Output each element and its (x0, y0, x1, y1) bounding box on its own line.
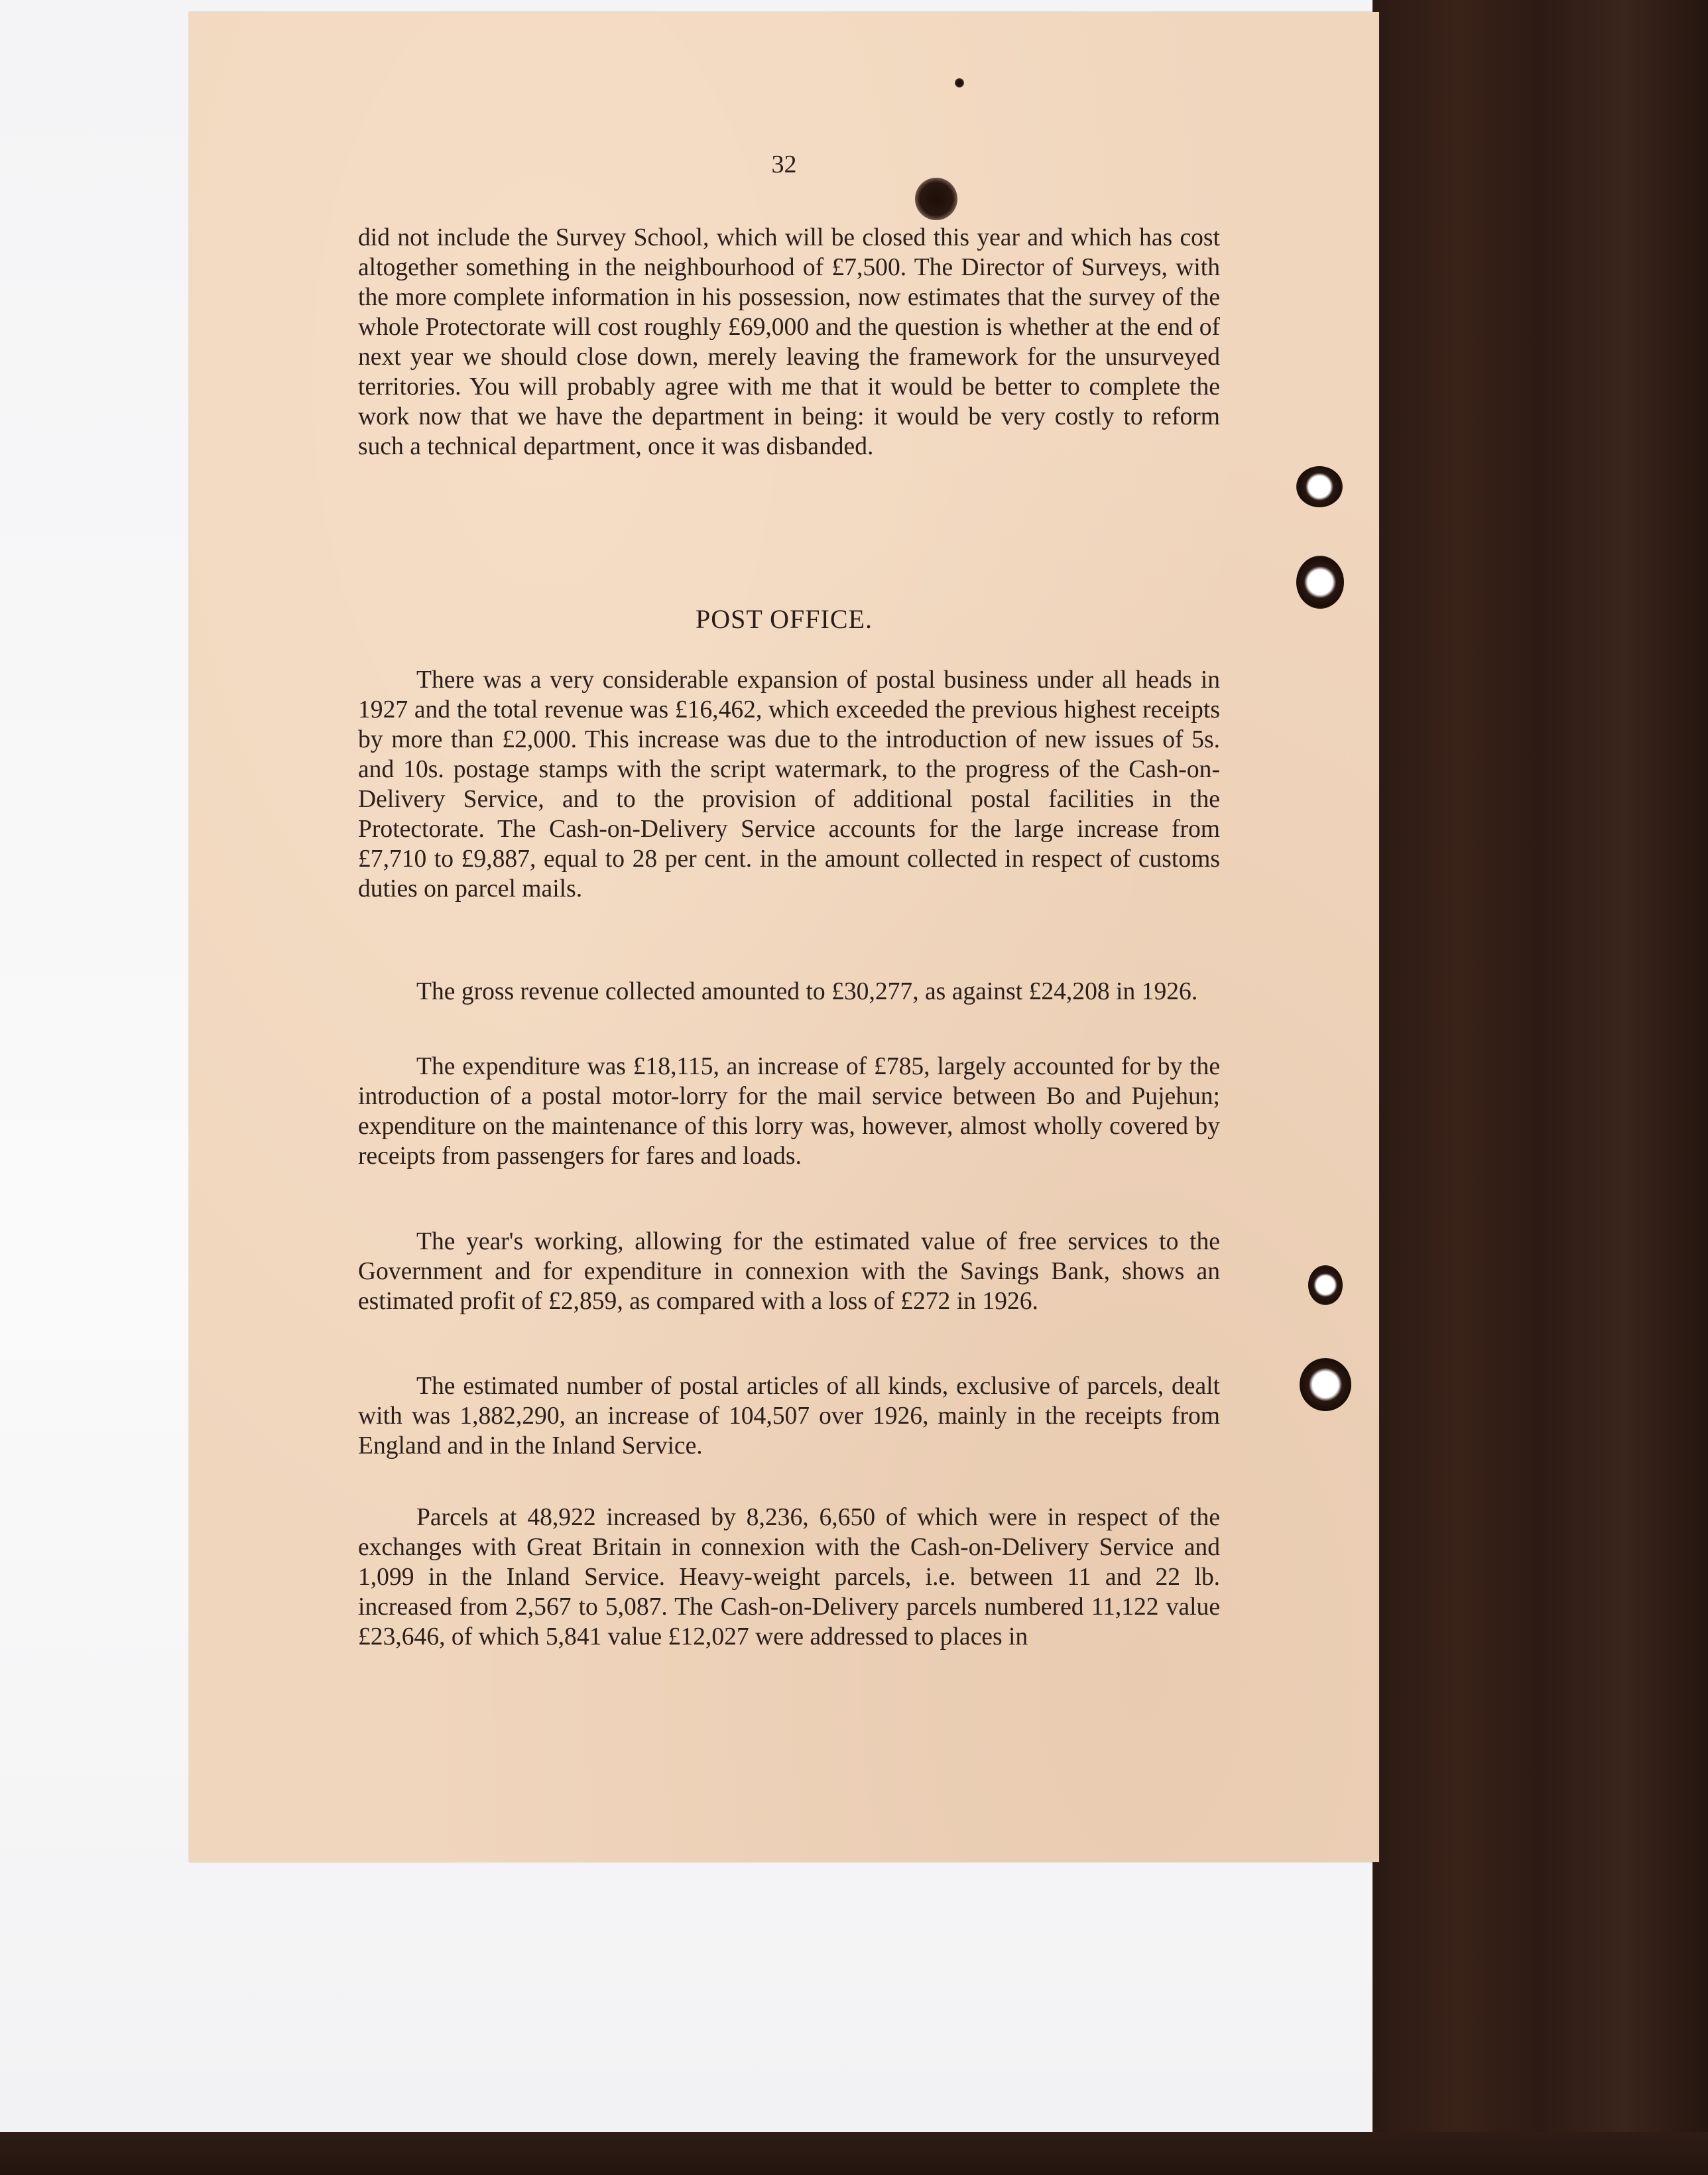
opening-paragraph-block (358, 223, 1220, 462)
post-office-paragraph-6-block (358, 1503, 1220, 1652)
post-office-paragraph-1-block (358, 665, 1220, 904)
post-office-paragraph-4-block (358, 1227, 1220, 1316)
document-page (189, 12, 1379, 1862)
page-number: 32 (771, 151, 797, 178)
burn-hole-blemish (1308, 1265, 1343, 1305)
post-office-paragraph-5-block (358, 1371, 1220, 1461)
post-office-paragraph: The estimated number of postal articles of all kinds, exclusive of parcels, dealt with was 1,882,290, an increase of 104,507 over 1926, mainly in the receipts from England and in the Inland Service. (358, 1373, 1220, 1460)
post-office-paragraph-2-block (358, 977, 1220, 1007)
opening-paragraph: did not include the Survey School, which will be closed this year and which has cost altogether something in the neighbourhood of £7,500. The Director of Surveys, with the more complete information in his possession, now estimates that the survey of the whole Protectorate will cost roughly £69,000 and the question is whether at the end of next year we should close down, merely leaving the framework for the unsurveyed territories. You will probably agree with me that it would be better to complete the work now that we have the department in being: it would be very costly to reform such a technical department, once it was disbanded. (358, 224, 1220, 460)
burn-hole-blemish (1300, 1358, 1351, 1411)
wooden-surface-bottom (0, 2132, 1708, 2175)
ink-spot-blemish (915, 178, 957, 220)
burn-hole-blemish (1296, 466, 1343, 507)
post-office-paragraph-3-block (358, 1052, 1220, 1171)
post-office-paragraph: The expenditure was £18,115, an increase of £785, largely accounted for by the introduction of a postal motor-lorry for the mail service between Bo and Pujehun; expenditure on the maintenance of this lorry was, however, almost wholly covered by receipts from passengers for fares and loads. (358, 1053, 1220, 1170)
burn-hole-blemish (1296, 556, 1344, 609)
post-office-paragraph: Parcels at 48,922 increased by 8,236, 6,650 of which were in respect of the exchanges with Great Britain in connexion with the Cash-on-Delivery Service and 1,099 in the Inland Service. Heavy-weight parcels, i.e. between 11 and 22 lb. increased from 2,567 to 5,087. The Cash-on-Delivery parcels numbered 11,122 value £23,646, of which 5,841 value £12,027 were addressed to places in (358, 1504, 1220, 1650)
wooden-surface (1372, 0, 1708, 2175)
ink-spot-blemish (955, 78, 964, 88)
post-office-paragraph: There was a very considerable expansion of postal business under all heads in 1927 and the total revenue was £16,462, which exceeded the previous highest receipts by more than £2,000. This increase was due to the introduction of new issues of 5s. and 10s. postage stamps with the script watermark, to the progress of the Cash-on-Delivery Service, and to the provision of additional postal facilities in the Protectorate. The Cash-on-Delivery Service accounts for the large increase from £7,710 to £9,887, equal to 28 per cent. in the amount collected in respect of customs duties on parcel mails. (358, 666, 1220, 902)
section-heading: POST OFFICE. (696, 604, 873, 634)
post-office-paragraph: The gross revenue collected amounted to £30,277, as against £24,208 in 1926. (416, 978, 1198, 1005)
post-office-paragraph: The year's working, allowing for the estimated value of free services to the Government and for expenditure in connexion with the Savings Bank, shows an estimated profit of £2,859, as compared with a loss of £272 in 1926. (358, 1228, 1220, 1315)
